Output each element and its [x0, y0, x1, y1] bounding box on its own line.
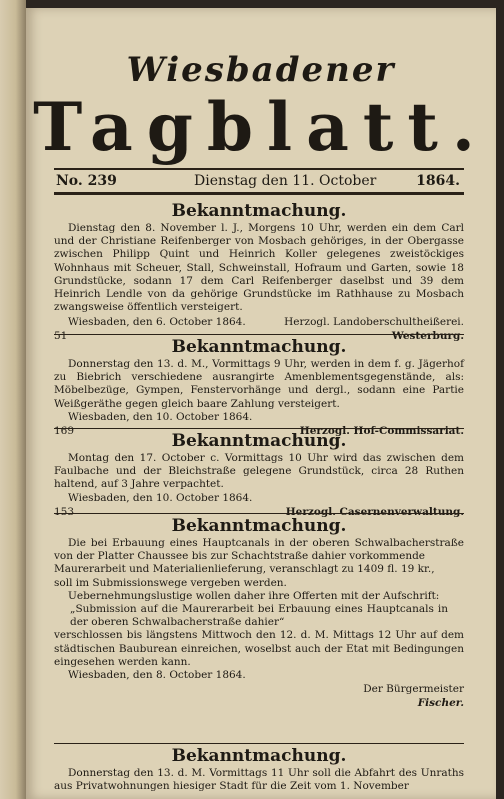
notice-body: Donnerstag den 13. d. M. Vormittags 11 Uhr soll die Abfahrt des Unraths aus Privatwohnungen hiesiger Stadt für die Zeit vom 1. November — [54, 767, 464, 793]
divider-rule — [54, 334, 464, 335]
notice-number: 169 — [54, 424, 75, 437]
notice-place-date: Wiesbaden, den 10. October 1864. — [68, 491, 253, 504]
notice-3 — [54, 430, 464, 519]
masthead — [26, 50, 496, 166]
issue-year: 1864. — [416, 173, 460, 189]
notice-5 — [54, 745, 464, 793]
notice-4 — [54, 515, 464, 710]
dateline — [54, 168, 464, 195]
notice-signer: Fischer. — [417, 697, 464, 710]
book-binding — [0, 0, 26, 799]
notice-heading: Bekanntmachung. — [171, 431, 347, 451]
notice-2 — [54, 336, 464, 438]
divider-rule — [54, 428, 464, 429]
notice-authority: Herzogl. Casernenverwaltung. — [285, 505, 464, 518]
notice-heading: Bekanntmachung. — [171, 337, 347, 357]
notice-number: 51 — [54, 330, 68, 343]
notice-body: Montag den 17. October c. Vormittags 10 Uhr wird das zwischen dem Faulbache und der Bleichstraße gelegene Grundstück, circa 28 Ruthen haltend, auf 3 Jahre verpachtet. — [54, 452, 464, 491]
newspaper-page — [26, 8, 496, 799]
notice-body: Dienstag den 8. November l. J., Morgens 10 Uhr, werden ein dem Carl und der Christiane Reifenberger von Mosbach gehöriges, in der Obergasse zwischen Philipp Quint und Heinrich Koller gelegenes zweistöckiges Wohnhaus mit Scheuer, Stall, Schweinstall, Hofraum und Garten, sowie 18 Grundstücke, sodann 17 dem Carl Reifenberger daselbst und 39 dem Heinrich Lendle von da gehörige Grundstücke im Rathhause zu Mosbach zwangsweise öffentlich versteigert. — [54, 222, 464, 314]
masthead-line-2: Tagblatt. — [33, 88, 489, 166]
notice-body-invitation: Uebernehmungslustige wollen daher ihre Offerten mit der Aufschrift: — [68, 589, 440, 602]
notice-heading: Bekanntmachung. — [171, 516, 347, 536]
notice-body-intro: Die bei Erbauung eines Hauptcanals in der oberen Schwalbacherstraße von der Platter Chaussee bis zur Schachtstraße dahier vorkommende — [54, 537, 464, 563]
notice-authority: Herzogl. Landoberschultheißerei. — [284, 316, 464, 329]
notice-signature-line — [54, 682, 464, 710]
notice-authority: Der Bürgermeister — [363, 683, 464, 696]
notice-place-date: Wiesbaden, den 8. October 1864. — [68, 669, 246, 682]
notice-place-date: Wiesbaden, den 10. October 1864. — [68, 410, 253, 423]
notice-1 — [54, 200, 464, 343]
divider-rule — [54, 513, 464, 514]
notice-place-date: Wiesbaden, den 6. October 1864. — [68, 316, 246, 329]
notice-authority: Herzogl. Hof-Commissariat. — [299, 424, 464, 437]
notice-signer: Westerburg. — [391, 330, 464, 343]
notice-body-deadline: verschlossen bis längstens Mittwoch den 12. d. M. Mittags 12 Uhr auf dem städtischen Bauburean einreichen, woselbst auch der Etat mit Bedingungen eingesehen werden kann. — [54, 629, 464, 668]
notice-heading: Bekanntmachung. — [171, 201, 347, 221]
notice-body-work: Maurerarbeit und Materialienlieferung, veranschlagt zu 1409 fl. 19 kr., — [54, 563, 435, 576]
notice-body: Donnerstag den 13. d. M., Vormittags 9 Uhr, werden in dem f. g. Jägerhof zu Biebrich verschiedene ausrangirte Amenblementsgegenstände, als: Möbelbezüge, Gympen, Fenstervorhänge und dergl., sodann eine Partie Weißgeräthe gegen gleich baare Zahlung versteigert. — [54, 358, 464, 410]
divider-rule — [54, 743, 464, 744]
masthead-line-1: Wiesbadener — [126, 50, 396, 90]
notice-heading: Bekanntmachung. — [171, 746, 347, 766]
notice-body-submission: soll im Submissionswege vergeben werden. — [54, 576, 287, 589]
notice-number: 153 — [54, 505, 75, 518]
notice-body-inscription: „Submission auf die Maurerarbeit bei Erbauung eines Hauptcanals in der oberen Schwalbacherstraße dahier“ — [70, 603, 448, 629]
issue-date: Dienstag den 11. October — [194, 173, 377, 189]
issue-number: No. 239 — [56, 173, 117, 189]
